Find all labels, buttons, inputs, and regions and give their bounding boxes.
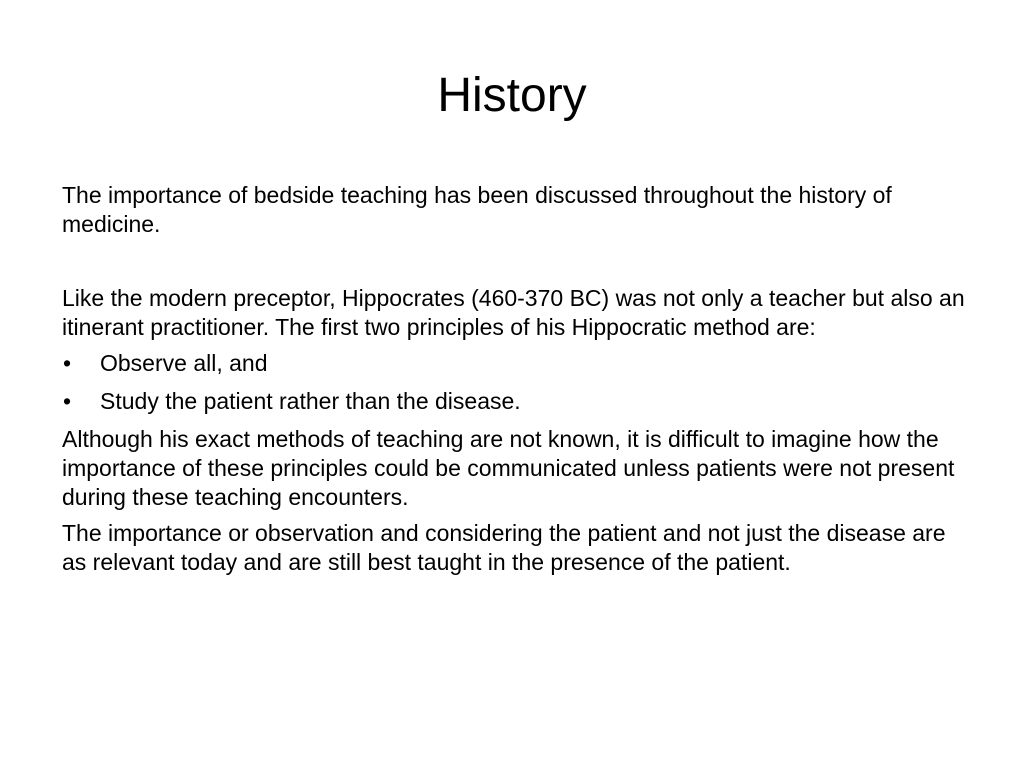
teaching-methods-paragraph: Although his exact methods of teaching are not known, it is difficult to imagine how the importance of these principles could be communicated unless patients were not present during these teaching encounters. (62, 426, 955, 510)
hippocrates-paragraph: Like the modern preceptor, Hippocrates (460-370 BC) was not only a teacher but also an itinerant practitioner. The first two principles of his Hippocratic method are: (62, 285, 965, 340)
list-item-text: Observe all, and (100, 350, 268, 376)
slide-body (62, 181, 967, 584)
list-item (62, 349, 967, 378)
principles-list (62, 349, 967, 416)
bullet-icon: • (63, 388, 72, 414)
intro-paragraph: The importance of bedside teaching has been discussed throughout the history of medicine. (62, 182, 892, 237)
bullet-icon: • (63, 350, 72, 376)
slide-title: History (437, 69, 587, 122)
list-item-text: Study the patient rather than the disease. (100, 388, 521, 414)
conclusion-paragraph: The importance or observation and considering the patient and not just the disease are as relevant today and are still best taught in the presence of the patient. (62, 520, 946, 575)
list-item (62, 387, 967, 416)
